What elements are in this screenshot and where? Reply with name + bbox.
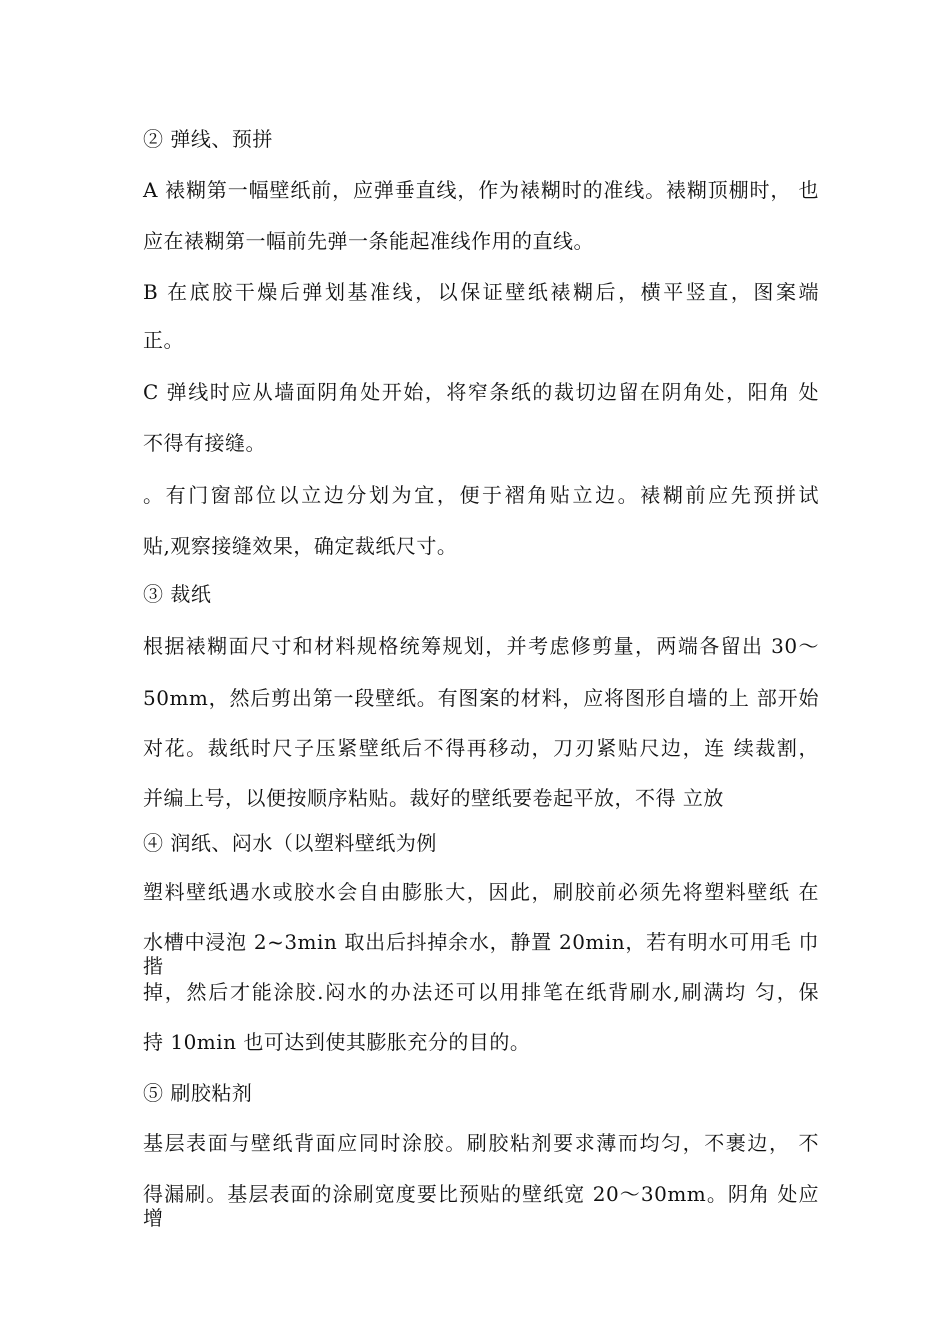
paragraph-a-line-2: 应在裱糊第一幅前先弹一条能起准线作用的直线。 (143, 229, 594, 253)
paragraph-caizhi-line-3: 对花。裁纸时尺子压紧壁纸后不得再移动，刀刃紧贴尺边，连 续裁割， (143, 736, 819, 760)
paragraph-shuajiao-line-2: 得漏刷。基层表面的涂刷宽度要比预贴的壁纸宽 20〜30mm。阴角 处应增 (143, 1182, 819, 1230)
paragraph-caizhi-line-4: 并编上号，以便按顺序粘贴。裁好的壁纸要卷起平放，不得 立放 (143, 786, 724, 810)
paragraph-b-line-2: 正。 (143, 328, 184, 352)
heading-shuajiao-nianji: ⑤ 刷胶粘剂 (143, 1081, 253, 1105)
paragraph-runzhi-line-4: 持 10min 也可达到使其膨胀充分的目的。 (143, 1030, 531, 1054)
heading-tanxian-yupin: ② 弹线、预拼 (143, 127, 273, 151)
paragraph-c-line-1: C 弹线时应从墙面阴角处开始，将窄条纸的裁切边留在阴角处，阳角 处 (143, 380, 819, 404)
paragraph-shuajiao-line-1: 基层表面与壁纸背面应同时涂胶。刷胶粘剂要求薄而均匀，不裹边， 不 (143, 1131, 819, 1155)
paragraph-runzhi-line-2: 水槽中浸泡 2~3min 取出后抖掉余水，静置 20min，若有明水可用毛 巾揩 (143, 930, 819, 978)
paragraph-d-line-1: 。有门窗部位以立边分划为宜，便于褶角贴立边。裱糊前应先预拼试 (143, 483, 819, 507)
heading-caizhi: ③ 裁纸 (143, 582, 212, 606)
paragraph-c-line-2: 不得有接缝。 (143, 431, 266, 455)
paragraph-runzhi-line-1: 塑料壁纸遇水或胶水会自由膨胀大，因此，刷胶前必须先将塑料壁纸 在 (143, 880, 819, 904)
heading-runzhi-menshui: ④ 润纸、闷水（以塑料壁纸为例 (143, 831, 437, 855)
paragraph-d-line-2: 贴,观察接缝效果，确定裁纸尺寸。 (143, 534, 458, 558)
paragraph-caizhi-line-2: 50mm，然后剪出第一段壁纸。有图案的材料，应将图形自墙的上 部开始 (143, 686, 819, 710)
paragraph-a-line-1: A 裱糊第一幅壁纸前，应弹垂直线，作为裱糊时的准线。裱糊顶棚时， 也 (143, 178, 819, 202)
paragraph-caizhi-line-1: 根据裱糊面尺寸和材料规格统筹规划，并考虑修剪量，两端各留出 30〜 (143, 634, 819, 658)
paragraph-b-line-1: B 在底胶干燥后弹划基准线，以保证壁纸裱糊后，横平竖直，图案端 (143, 280, 819, 304)
paragraph-runzhi-line-3: 掉，然后才能涂胶.闷水的办法还可以用排笔在纸背刷水,刷满均 匀，保 (143, 980, 819, 1004)
